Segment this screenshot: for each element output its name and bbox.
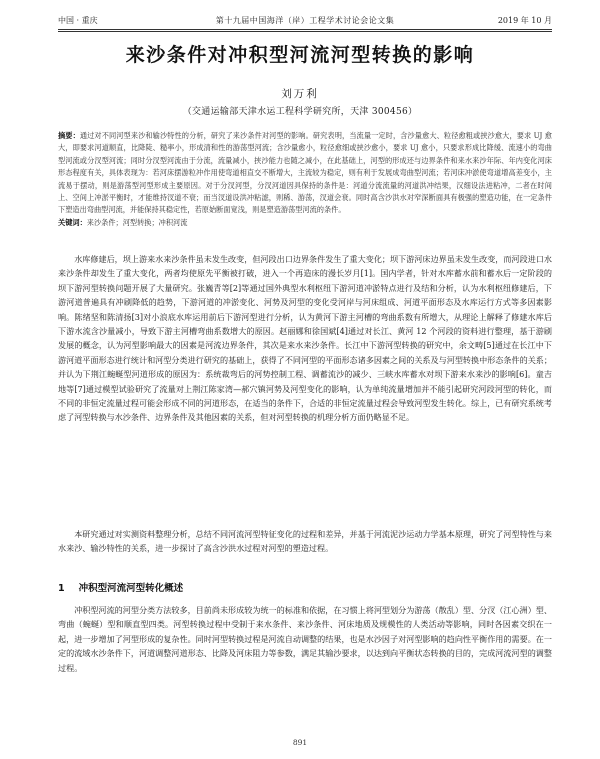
running-header <box>58 11 552 29</box>
header-rule-bottom <box>58 31 552 32</box>
header-location: 中国 · 重庆 <box>58 16 98 25</box>
header-rule-top <box>58 29 552 30</box>
abstract-block <box>58 130 552 229</box>
section-title: 冲积型河流河型转化概述 <box>78 583 184 594</box>
keywords-label: 关键词： <box>58 217 87 227</box>
body-paragraph-3: 冲积型河流的河型分类方法较多，目前尚未形成较为统一的标准和依据，在习惯上将河型划分为游荡（散乱）型、分汊（江心洲）型、弯曲（蜿蜒）型和顺直型四类。河型转换过程中受制于来水条件、来沙条件、河床地质及规模性的人类活动等影响，同时各因素交织在一起，进一步增加了河型形成的复杂性。同时河型转换过程是河流自动调整的结果，也是水沙因子对河型影响的趋向性平衡作用的需要。在一定的流域水沙条件下，河道调整河道形态、比降及河床阻力等参数，满足其输沙要求，以达到向平衡状态转换的目的，完成河流河型的调整过程。 <box>58 605 552 673</box>
body-paragraph-2: 本研究通过对实测资料整理分析，总结不同河流河型特征变化的过程和差异，并基于河流泥沙运动力学基本原理，研究了河型特性与来水来沙、输沙特性的关系，进一步探讨了高含沙洪水过程对河型的塑造过程。 <box>58 529 552 554</box>
paper-affiliation: （交通运输部天津水运工程科学研究所，天津 300456） <box>182 107 418 117</box>
body-paragraph-1: 水库修建后，坝上游来水来沙条件虽未发生改变，但河段出口边界条件发生了重大变化；坝下游河床边界虽未发生改变，而河段进口水来沙条件却发生了重大变化，两者均使原先平衡被打破，进入一个再造床的漫长岁月[1]。国内学者，针对水库蓄水前和蓄水后一定阶段的坝下游河型转换问题开展了大量研究。张巍青等[2]等通过国外典型水利枢纽下游河道冲淤特点进行及结和分析，认为水利枢纽修建后，下游河道普遍具有冲刷降低的趋势，下游河道的冲淤变化、河势及河型的变化受河岸与河床组成、河道平面形态及水库运行方式等多因素影响。陈绪坚和陈清扬[3]对小浪底水库运用前后下游河型进行分析，认为黄河下游主河槽的弯曲系数有所增大，从理论上解释了修建水库后下游水流含沙量减小，导致下游主河槽弯曲系数增大的原因。赵丽娜和徐国斌[4]通过对长江、黄河 12 个河段的资料进行整理，基于游刷发展的概念，认为河型影响最大的因素是河流边界条件，其次是来水来沙条件。长江中下游河型转换的研究中，余文畴[5]通过在长江中下游河道平面形态进行统计和河型分类进行研究的基础上，获得了不同河型的平面形态诸多因素之间的关系及与河型转换中形态条件的关系；并认为下荆江蜿蜒型河道形成的原因为：系统裁弯后的河势控制工程、调蓄流沙的减少、三峡水库蓄水对坝下游来水来沙的影响[6]。童吉地等[7]通过模型试验研究了流量对上荆江陈家湾—郝穴镇河势及河型变化的影响，认为单纯流量增加并不能引起研究河段河型的转化，而不同的非恒定流量过程可能会形成不同的河道形态，在适当的条件下，合适的非恒定流量过程会导致河型发生转化。综上，已有研究系统考虑了河型转换与水沙条件、边界条件及其他因素的关系，但对河型转换的机理分析方面仍略显不足。 <box>58 254 552 423</box>
section-number: 1 <box>58 583 65 594</box>
page-number: 891 <box>292 738 308 747</box>
abstract-text: 通过对不同河型来沙和输沙特性的分析，研究了来沙条件对河型的影响。研究表明，当流量一定时，含沙量愈大、粒径愈粗或挟沙愈大，要求 UJ 愈大，即要求河道顺直，比降陡、糙率小，形成清和性的游荡型河流；含沙量愈小，粒径愈细或挟沙愈小，要求 UJ 愈小，只要求形成比降缓、流速小的弯曲型河流或分汊型河流；同时分汊型河流由于分流，流量减小，挟沙能力也随之减小，在此基础上，河型的形成还与边界条件和来水来沙年际、年内变化河床形态程度有关，具体表现为：若河床摆游粒冲作用使弯道相直交不断增大，主流较为稳定，则有利于发展成弯曲型河流；若河床冲淤使弯道增高差变小，主流易于摆动，则是游荡型河型形成主要原因。对于分汊河型，分汊河道因具保持的条件是：河道分流流量的河道洪冲结果，汉细设法进粘冲，二者在时间上、空间上冲淤平衡时，才能维持汊道不衰；而当汊道设洪冲粘滤，则稀、游荡，汊道会衰。同时高含沙洪水对窄深断面具有极强的塑造功能，在一定条件下塑造出弯曲型河流，并能保持其稳定性，若原始断面宽浅，则是塑造游荡型河流的条件。 <box>58 131 552 215</box>
keywords-text: 来沙条件；河型转换；冲积河流 <box>86 217 188 227</box>
section-heading-1 <box>58 580 183 594</box>
paper-author: 刘万利 <box>281 88 319 100</box>
header-proceedings: 第十九届中国海洋（岸）工程学术讨论会论文集 <box>215 16 395 25</box>
abstract-label: 摘要： <box>58 131 80 140</box>
header-date: 2019 年 10 月 <box>497 16 552 25</box>
paper-title: 来沙条件对冲积型河流河型转换的影响 <box>125 44 475 66</box>
